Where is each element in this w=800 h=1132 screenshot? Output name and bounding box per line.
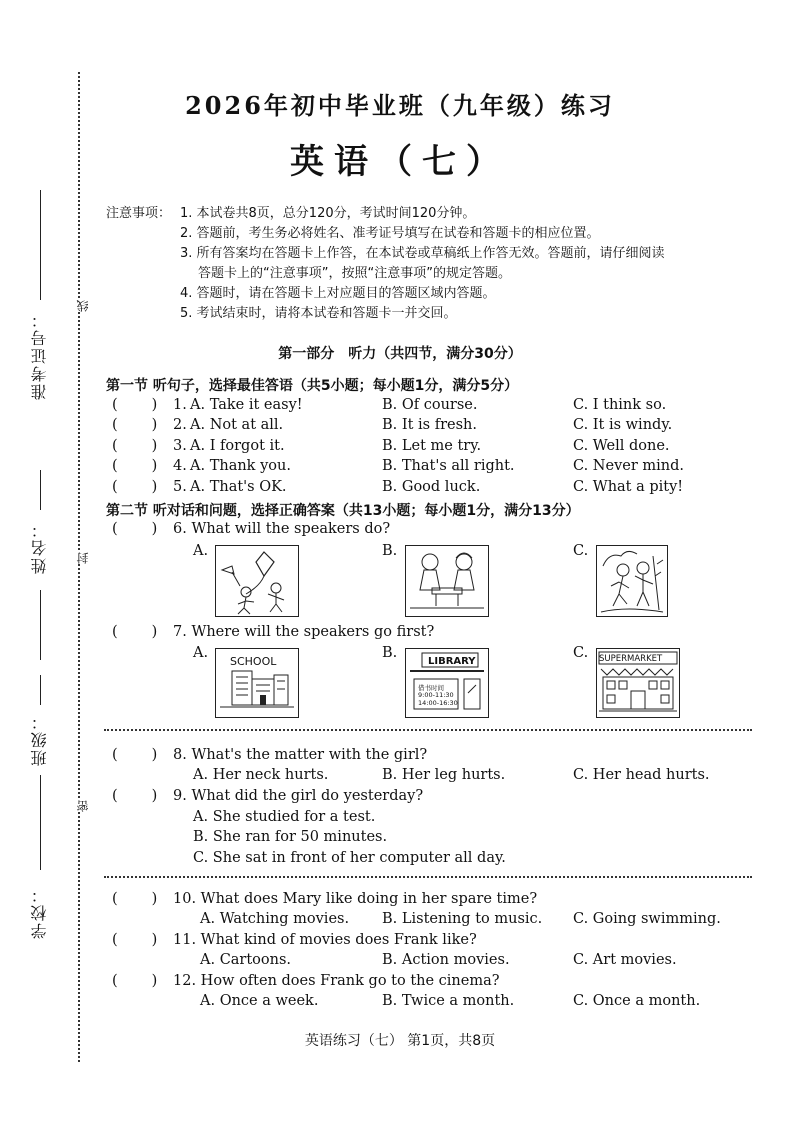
q3-number: 3. <box>173 438 187 454</box>
q9-stem: 9. What did the girl do yesterday? <box>173 788 424 804</box>
seal-char-seal: 封 <box>76 552 90 564</box>
answer-paren-3[interactable]: ( ) <box>112 438 158 454</box>
notes-heading: 注意事项： <box>106 206 172 221</box>
q6-label-b: B. <box>382 543 398 559</box>
q10-option-a: A. Watching movies. <box>200 911 350 927</box>
q9-option-b: B. She ran for 50 minutes. <box>193 829 388 845</box>
q10-stem: 10. What does Mary like doing in her spare time? <box>173 891 538 907</box>
kite-flying-picture <box>215 545 299 617</box>
q4-option-a: A. Thank you. <box>190 458 291 474</box>
answer-paren-2[interactable]: ( ) <box>112 417 158 433</box>
q1-option-a: A. Take it easy! <box>190 397 303 413</box>
q8-stem: 8. What's the matter with the girl? <box>173 747 428 763</box>
section2-title: 第二节 听对话和问题，选择正确答案（共13小题；每小题1分，满分13分） <box>106 503 580 519</box>
section1-title: 第一节 听句子，选择最佳答语（共5小题；每小题1分，满分5分） <box>106 378 519 394</box>
q3-option-a: A. I forgot it. <box>190 438 285 454</box>
school-sign: SCHOOL <box>230 655 277 668</box>
binding-dotted-line <box>78 72 80 1062</box>
school-label: 学校： <box>30 885 49 939</box>
answer-paren-7[interactable]: ( ) <box>112 624 158 640</box>
library-hours-afternoon: 14:00-16:30 <box>418 699 458 707</box>
q8-option-a: A. Her neck hurts. <box>193 767 329 783</box>
school-picture <box>215 648 299 718</box>
notes-item-2: 2. 答题前，考生务必将姓名、准考证号填写在试卷和答题卡的相应位置。 <box>180 226 600 241</box>
answer-paren-6[interactable]: ( ) <box>112 521 158 537</box>
q4-option-c: C. Never mind. <box>573 458 684 474</box>
q8-option-c: C. Her head hurts. <box>573 767 710 783</box>
notes-item-1: 1. 本试卷共8页，总分120分，考试时间120分钟。 <box>180 206 476 221</box>
answer-paren-11[interactable]: ( ) <box>112 932 158 948</box>
library-picture <box>405 648 489 718</box>
q6-label-c: C. <box>573 543 589 559</box>
class-field-upper[interactable] <box>40 675 41 705</box>
q2-option-a: A. Not at all. <box>190 417 284 433</box>
q2-option-c: C. It is windy. <box>573 417 673 433</box>
library-hours-morning: 9:00-11:30 <box>418 691 454 699</box>
q10-option-c: C. Going swimming. <box>573 911 721 927</box>
notes-item-3: 3. 所有答案均在答题卡上作答，在本试卷或草稿纸上作答无效。答题前，请仔细阅读 <box>180 246 665 261</box>
q11-option-a: A. Cartoons. <box>200 952 292 968</box>
q10-option-b: B. Listening to music. <box>382 911 543 927</box>
q5-option-b: B. Good luck. <box>382 479 481 495</box>
q3-option-b: B. Let me try. <box>382 438 482 454</box>
q4-option-b: B. That's all right. <box>382 458 515 474</box>
q7-label-c: C. <box>573 645 589 661</box>
q11-option-c: C. Art movies. <box>573 952 677 968</box>
class-label: 班级： <box>30 712 49 766</box>
q5-option-a: A. That's OK. <box>190 479 287 495</box>
q1-number: 1. <box>173 397 187 413</box>
name-field-upper[interactable] <box>40 470 41 510</box>
q12-stem: 12. How often does Frank go to the cinema? <box>173 973 500 989</box>
q5-option-c: C. What a pity! <box>573 479 684 495</box>
q12-option-c: C. Once a month. <box>573 993 701 1009</box>
page-footer: 英语练习（七） 第1页，共8页 <box>304 1033 496 1049</box>
q5-number: 5. <box>173 479 187 495</box>
q1-option-c: C. I think so. <box>573 397 667 413</box>
q11-option-b: B. Action movies. <box>382 952 510 968</box>
name-field[interactable] <box>40 590 41 660</box>
exam-title: 2026年初中毕业班（九年级）练习 <box>185 91 615 120</box>
class-field[interactable] <box>40 775 41 870</box>
q7-label-a: A. <box>193 645 209 661</box>
answer-paren-5[interactable]: ( ) <box>112 479 158 495</box>
q7-stem: 7. Where will the speakers go first? <box>173 624 435 640</box>
answer-paren-9[interactable]: ( ) <box>112 788 158 804</box>
library-hours-title: 借书时间 <box>418 684 444 692</box>
q1-option-b: B. Of course. <box>382 397 478 413</box>
answer-paren-8[interactable]: ( ) <box>112 747 158 763</box>
supermarket-sign: SUPERMARKET <box>599 654 663 664</box>
hiking-picture <box>596 545 668 617</box>
part1-title: 第一部分 听力（共四节，满分30分） <box>278 346 522 362</box>
q12-option-a: A. Once a week. <box>200 993 319 1009</box>
answer-paren-4[interactable]: ( ) <box>112 458 158 474</box>
q11-stem: 11. What kind of movies does Frank like? <box>173 932 477 948</box>
q9-option-c: C. She sat in front of her computer all day. <box>193 850 506 866</box>
answer-paren-1[interactable]: ( ) <box>112 397 158 413</box>
q2-number: 2. <box>173 417 187 433</box>
q7-label-b: B. <box>382 645 398 661</box>
exam-subtitle: 英语（七） <box>290 142 510 182</box>
children-playing-chess-picture <box>405 545 489 617</box>
q12-option-b: B. Twice a month. <box>382 993 515 1009</box>
library-sign: LIBRARY <box>428 656 476 667</box>
seal-char-line: 线 <box>76 300 90 312</box>
notes-item-5: 5. 考试结束时，请将本试卷和答题卡一并交回。 <box>180 306 457 321</box>
dotted-divider-1 <box>104 729 752 731</box>
q4-number: 4. <box>173 458 187 474</box>
name-label: 姓名： <box>30 520 49 574</box>
q6-label-a: A. <box>193 543 209 559</box>
answer-paren-10[interactable]: ( ) <box>112 891 158 907</box>
answer-paren-12[interactable]: ( ) <box>112 973 158 989</box>
q2-option-b: B. It is fresh. <box>382 417 477 433</box>
supermarket-picture <box>596 648 680 718</box>
q3-option-c: C. Well done. <box>573 438 670 454</box>
q8-option-b: B. Her leg hurts. <box>382 767 506 783</box>
q6-stem: 6. What will the speakers do? <box>173 521 391 537</box>
candidate-id-field[interactable] <box>40 190 41 300</box>
candidate-id-label: 准考证号： <box>30 310 49 400</box>
dotted-divider-2 <box>104 876 752 878</box>
q9-option-a: A. She studied for a test. <box>193 809 376 825</box>
seal-char-secret: 密 <box>76 800 90 812</box>
notes-item-4: 4. 答题时，请在答题卡上对应题目的答题区域内答题。 <box>180 286 496 301</box>
notes-item-3-cont: 答题卡上的“注意事项”，按照“注意事项”的规定答题。 <box>198 266 511 281</box>
